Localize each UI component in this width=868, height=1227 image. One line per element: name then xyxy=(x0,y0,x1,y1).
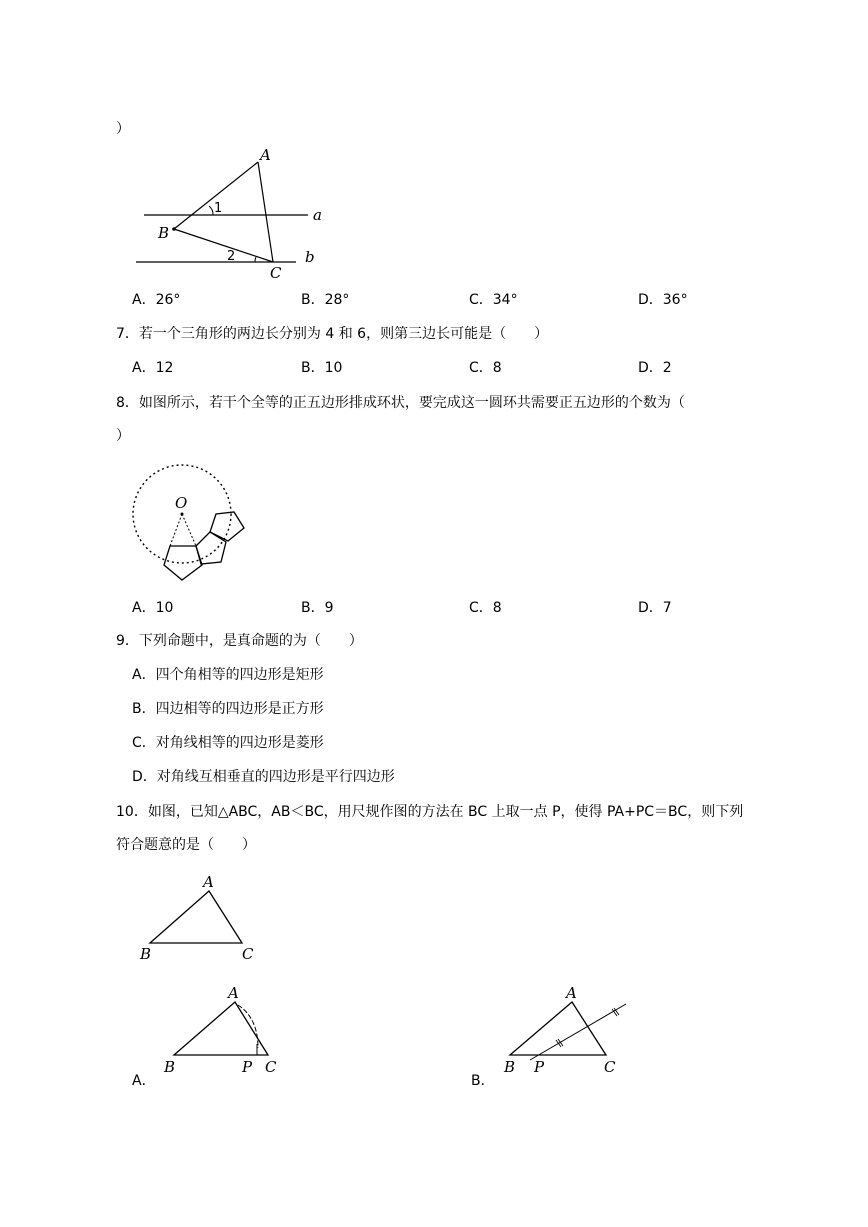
q10-option-a-label: A． xyxy=(132,1073,156,1089)
q8-figure xyxy=(130,458,260,588)
q9-option-a: A．四个角相等的四边形是矩形 xyxy=(132,667,324,683)
q7-option-d: D．2 xyxy=(638,360,672,376)
q7-option-c: C．8 xyxy=(469,360,502,376)
q6-segment-ab xyxy=(174,162,258,229)
q10-option-b-label: B． xyxy=(471,1073,495,1089)
q6-angle-1-arc xyxy=(209,206,213,215)
q9-stem: 9．下列命题中，是真命题的为（ ） xyxy=(116,633,363,649)
q6-option-a: A．26° xyxy=(132,292,181,308)
q10-a-label-C: C xyxy=(265,1058,277,1076)
q6-option-d: D．36° xyxy=(638,292,688,308)
q10-main-figure xyxy=(130,870,270,970)
q10-a-label-P: P xyxy=(242,1058,253,1076)
q10-main-label-B: B xyxy=(140,945,152,963)
q6-stem-tail: ） xyxy=(116,121,130,137)
q10-b-label-C: C xyxy=(604,1058,616,1076)
q10-option-a-figure xyxy=(160,982,300,1082)
q6-label-a: a xyxy=(313,206,322,224)
q7-option-b: B．10 xyxy=(301,360,343,376)
q6-angle-2-arc xyxy=(255,257,256,262)
q6-label-angle1: 1 xyxy=(214,201,223,216)
q6-label-C: C xyxy=(270,264,282,282)
q6-segment-bc xyxy=(174,229,273,262)
q10-stem-line2: 符合题意的是（ ） xyxy=(116,837,256,853)
q8-pentagon-3 xyxy=(210,512,244,541)
q6-label-A: A xyxy=(260,146,271,164)
q6-segment-ac xyxy=(258,162,273,262)
q6-option-b: B．28° xyxy=(301,292,350,308)
q10-b-label-B: B xyxy=(504,1058,516,1076)
q6-option-c: C．34° xyxy=(469,292,518,308)
q6-figure xyxy=(120,140,350,290)
q7-option-a: A．12 xyxy=(132,360,174,376)
q10-a-label-A: A xyxy=(228,984,239,1002)
q10-b-label-A: A xyxy=(566,984,577,1002)
q6-label-b: b xyxy=(305,248,315,266)
q10-b-label-P: P xyxy=(534,1058,545,1076)
q10-option-b-figure xyxy=(496,982,646,1082)
q10-stem-line1: 10．如图，已知△ABC，AB＜BC，用尺规作图的方法在 BC 上取一点 P，使得 PA+PC＝BC，则下列 xyxy=(116,804,744,820)
q9-option-c: C．对角线相等的四边形是菱形 xyxy=(132,735,324,751)
q9-option-d: D．对角线互相垂直的四边形是平行四边形 xyxy=(132,769,395,785)
q8-label-O: O xyxy=(175,494,188,512)
q8-option-c: C．8 xyxy=(469,600,502,616)
q6-label-B: B xyxy=(158,224,170,242)
q8-option-b: B．9 xyxy=(301,600,334,616)
q10-main-label-A: A xyxy=(203,873,214,891)
q8-option-a: A．10 xyxy=(132,600,174,616)
q8-option-d: D．7 xyxy=(638,600,672,616)
q8-stem-tail: ） xyxy=(116,428,130,444)
q10-main-label-C: C xyxy=(242,945,254,963)
q10-a-label-B: B xyxy=(164,1058,176,1076)
q6-label-angle2: 2 xyxy=(227,249,236,264)
q9-option-b: B．四边相等的四边形是正方形 xyxy=(132,701,324,717)
q7-stem: 7．若一个三角形的两边长分别为 4 和 6，则第三边长可能是（ ） xyxy=(116,326,549,342)
q8-stem: 8．如图所示，若干个全等的正五边形排成环状，要完成这一圆环共需要正五边形的个数为（ xyxy=(116,395,685,411)
